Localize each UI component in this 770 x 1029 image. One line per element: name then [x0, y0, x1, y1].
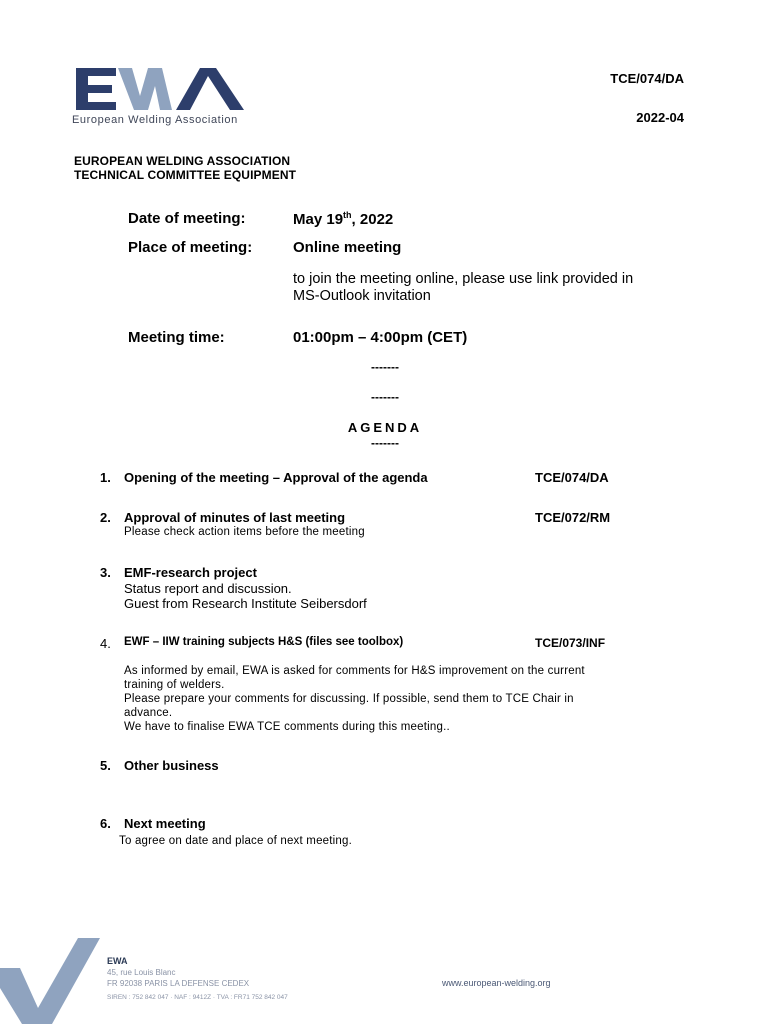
time-value: 01:00pm – 4:00pm (CET) [293, 329, 468, 346]
separator-1: ------- [371, 360, 399, 374]
logo-subtitle: European Welding Association [72, 114, 238, 126]
agenda-item-3-number: 3. [100, 565, 111, 580]
ewa-logo [72, 66, 247, 128]
agenda-item-6-number: 6. [100, 816, 111, 831]
agenda-item-6-title: Next meeting [124, 816, 206, 831]
agenda-item-5-title: Other business [124, 758, 219, 773]
agenda-item-4-body-3: Please prepare your comments for discussing. If possible, send them to TCE Chair in [124, 693, 574, 705]
time-label: Meeting time: [128, 329, 225, 346]
ewa-logo-mark [72, 66, 247, 112]
agenda-item-4-body-2: training of welders. [124, 679, 225, 691]
agenda-item-2-ref: TCE/072/RM [535, 510, 611, 525]
place-label: Place of meeting: [128, 239, 253, 256]
agenda-item-2-note: Please check action items before the meeting [124, 526, 365, 538]
agenda-item-1-title: Opening of the meeting – Approval of the agenda [124, 470, 428, 485]
agenda-title: AGENDA [347, 420, 423, 435]
footer-logo-shape [0, 938, 100, 1024]
footer-address-1: 45, rue Louis Blanc [107, 968, 176, 977]
agenda-item-4-title: EWF – IIW training subjects H&S (files see toolbox) [124, 636, 404, 648]
date-value-main: May 19 [293, 211, 344, 228]
footer-address-2: FR 92038 PARIS LA DEFENSE CEDEX [107, 979, 250, 988]
separator-3: ------- [371, 436, 399, 450]
place-value: Online meeting [293, 239, 402, 256]
agenda-item-3-body-2: Guest from Research Institute Seibersdorf [124, 596, 367, 611]
document-date: 2022-04 [636, 110, 684, 125]
agenda-item-4-body-5: We have to finalise EWA TCE comments during this meeting.. [124, 721, 450, 733]
footer-org: EWA [107, 956, 128, 966]
agenda-item-1-ref: TCE/074/DA [535, 470, 609, 485]
agenda-item-4-number: 4. [100, 636, 111, 651]
agenda-item-3-body-1: Status report and discussion. [124, 581, 292, 596]
agenda-item-3-title: EMF-research project [124, 565, 257, 580]
footer-website[interactable]: www.european-welding.org [442, 978, 551, 988]
document-reference: TCE/074/DA [610, 71, 684, 86]
agenda-item-2-title: Approval of minutes of last meeting [124, 510, 346, 525]
date-value-year: , 2022 [351, 211, 394, 228]
date-value [293, 210, 393, 228]
date-value-suffix: th [343, 210, 352, 220]
place-note-line2: MS-Outlook invitation [293, 288, 431, 304]
agenda-item-4-body-4: advance. [124, 707, 173, 719]
org-name: EUROPEAN WELDING ASSOCIATION [74, 154, 291, 168]
footer-registration: SIREN : 752 842 047 · NAF : 9412Z · TVA : FR71 752 842 047 [107, 994, 288, 1001]
agenda-item-4-ref: TCE/073/INF [535, 636, 606, 650]
place-note-line1: to join the meeting online, please use link provided in [293, 271, 634, 287]
committee-name: TECHNICAL COMMITTEE EQUIPMENT [74, 168, 297, 182]
agenda-item-2-number: 2. [100, 510, 111, 525]
agenda-item-5-number: 5. [100, 758, 111, 773]
agenda-item-6-note: To agree on date and place of next meeting. [119, 835, 353, 847]
agenda-item-4-body-1: As informed by email, EWA is asked for comments for H&S improvement on the current [124, 665, 585, 677]
separator-2: ------- [371, 390, 399, 404]
agenda-item-1-number: 1. [100, 470, 111, 485]
date-label: Date of meeting: [128, 210, 246, 227]
